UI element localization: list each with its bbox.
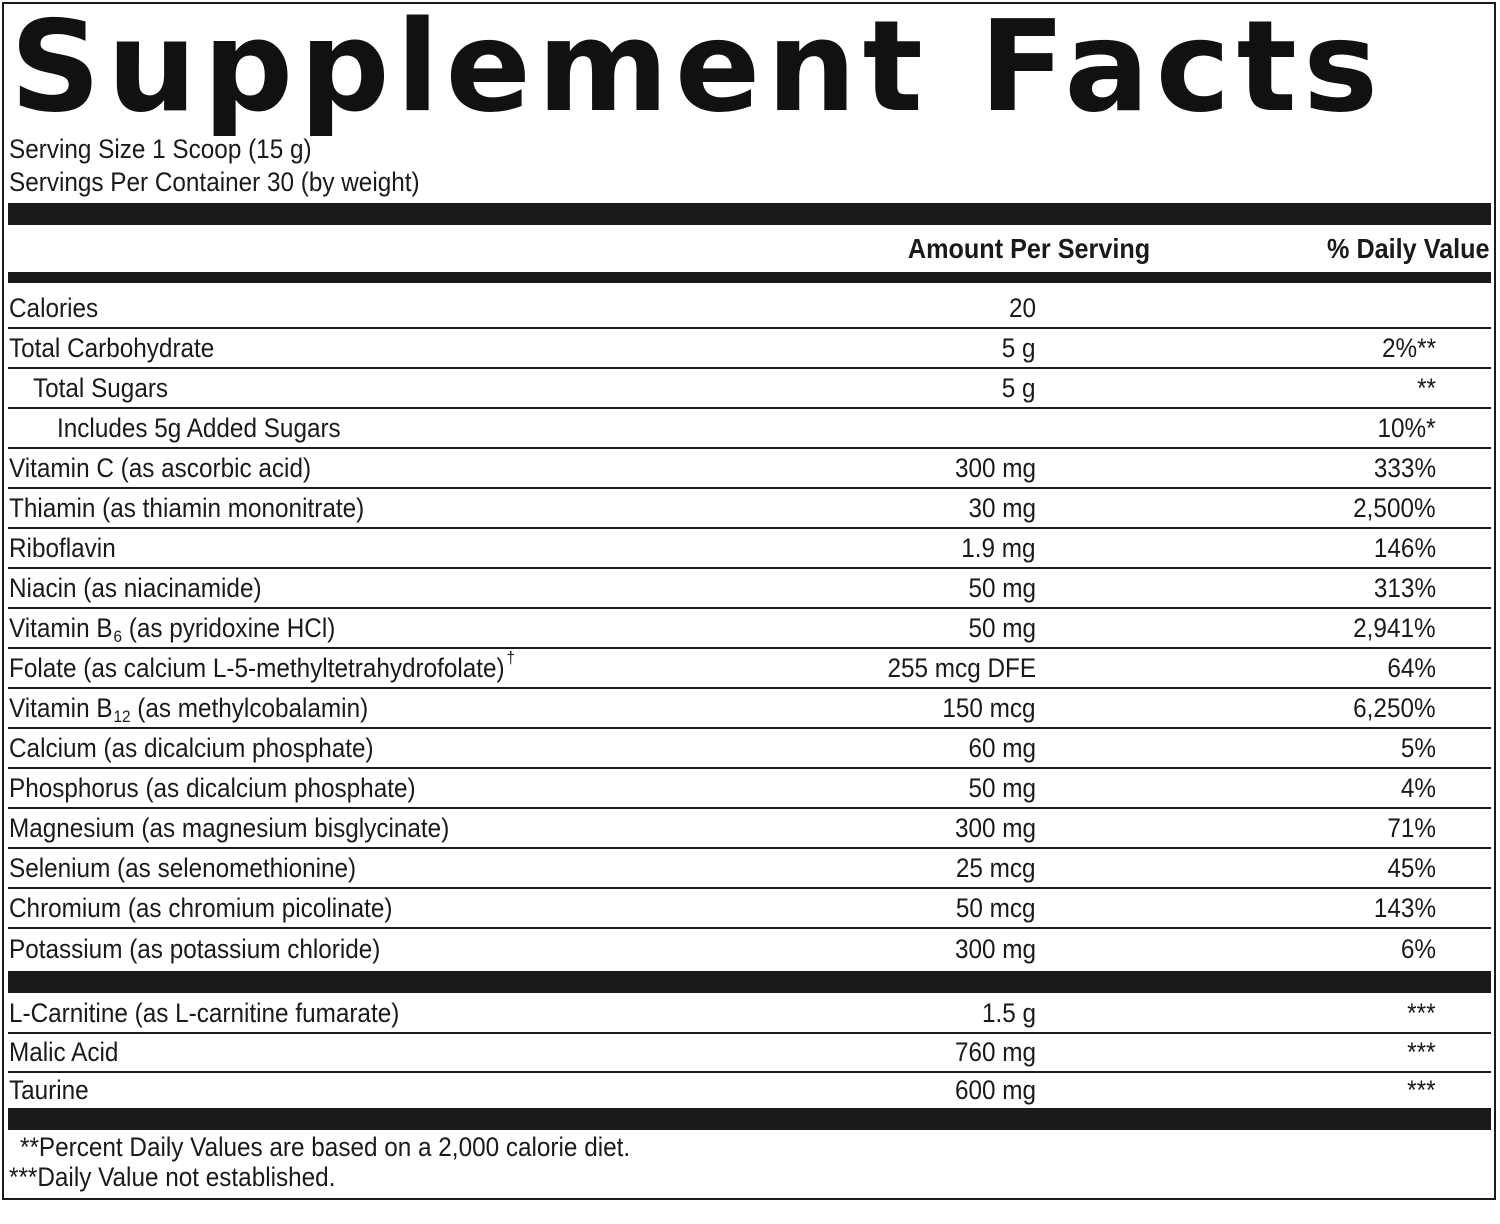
nutrient-row xyxy=(8,329,1491,369)
nutrient-daily-value: 2,500% xyxy=(1353,492,1436,523)
nutrient-daily-value: 71% xyxy=(1387,812,1436,843)
thick-divider-top xyxy=(8,203,1491,225)
nutrient-amount: 255 mcg DFE xyxy=(887,652,1036,683)
nutrient-row xyxy=(8,889,1491,929)
medium-divider xyxy=(8,272,1491,283)
nutrient-amount: 5 g xyxy=(1002,332,1036,363)
serving-size: Serving Size 1 Scoop (15 g) xyxy=(9,134,312,164)
ingredient-daily-value: *** xyxy=(1407,1037,1436,1067)
amount-per-serving-header: Amount Per Serving xyxy=(907,233,1150,264)
nutrient-name: Calories xyxy=(9,292,99,323)
nutrient-name: Magnesium (as magnesium bisglycinate) xyxy=(9,812,450,843)
nutrient-amount: 1.9 mg xyxy=(961,532,1036,563)
nutrient-name: Potassium (as potassium chloride) xyxy=(9,933,381,964)
nutrient-row xyxy=(8,849,1491,889)
nutrient-row xyxy=(8,569,1491,609)
nutrient-amount: 50 mg xyxy=(968,572,1036,603)
nutrient-daily-value: 6% xyxy=(1400,933,1436,964)
nutrient-daily-value: 333% xyxy=(1373,452,1436,483)
nutrient-daily-value: 313% xyxy=(1373,572,1436,603)
nutrient-daily-value: 6,250% xyxy=(1353,692,1436,723)
subscript: 6 xyxy=(113,627,122,646)
nutrient-amount: 25 mcg xyxy=(956,852,1036,883)
ingredient-amount: 760 mg xyxy=(954,1037,1036,1067)
nutrient-daily-value: 143% xyxy=(1373,892,1436,923)
nutrient-amount: 30 mg xyxy=(968,492,1036,523)
nutrient-daily-value: 4% xyxy=(1400,772,1436,803)
footnote-daily-value-basis: **Percent Daily Values are based on a 2,000 calorie diet. xyxy=(20,1132,631,1162)
nutrient-name: Phosphorus (as dicalcium phosphate) xyxy=(9,772,416,803)
nutrient-amount: 60 mg xyxy=(968,732,1036,763)
nutrient-amount: 20 xyxy=(1008,292,1036,323)
nutrient-amount: 50 mcg xyxy=(956,892,1036,923)
servings-per-container: Servings Per Container 30 (by weight) xyxy=(9,167,420,197)
label-title: Supplement Facts xyxy=(10,0,1385,140)
nutrient-name: Thiamin (as thiamin mononitrate) xyxy=(9,492,365,523)
nutrient-row xyxy=(8,769,1491,809)
nutrient-name: Total Sugars xyxy=(33,372,169,403)
nutrient-row xyxy=(8,449,1491,489)
nutrient-row xyxy=(8,409,1491,449)
nutrient-row xyxy=(8,609,1491,649)
nutrient-row xyxy=(8,489,1491,529)
nutrient-daily-value: 2%** xyxy=(1381,332,1436,363)
nutrient-daily-value: 5% xyxy=(1400,732,1436,763)
nutrient-name: Vitamin B 12 (as methylcobalamin) xyxy=(9,692,369,726)
ingredient-row xyxy=(8,1073,1491,1107)
nutrient-row xyxy=(8,929,1491,969)
nutrient-daily-value: 64% xyxy=(1387,652,1436,683)
nutrient-name: Niacin (as niacinamide) xyxy=(9,572,262,603)
ingredient-row xyxy=(8,1034,1491,1073)
nutrient-name: Vitamin C (as ascorbic acid) xyxy=(9,452,312,483)
nutrient-row xyxy=(8,369,1491,409)
thick-divider-middle xyxy=(8,971,1491,993)
nutrient-name: Includes 5g Added Sugars xyxy=(57,412,341,443)
nutrient-name: Total Carbohydrate xyxy=(9,332,215,363)
nutrient-amount: 5 g xyxy=(1002,372,1036,403)
nutrient-amount: 300 mg xyxy=(954,812,1036,843)
nutrient-name: Folate (as calcium L-5-methyltetrahydrofolate) † xyxy=(9,648,515,683)
nutrient-row xyxy=(8,649,1491,689)
ingredient-name: L-Carnitine (as L-carnitine fumarate) xyxy=(9,997,400,1028)
nutrient-amount: 50 mg xyxy=(968,772,1036,803)
thick-divider-bottom xyxy=(8,1108,1491,1130)
ingredient-row xyxy=(8,994,1491,1034)
footnote-dv-not-established: ***Daily Value not established. xyxy=(9,1162,336,1192)
nutrient-daily-value: 2,941% xyxy=(1353,612,1436,643)
nutrient-row xyxy=(8,689,1491,729)
subscript: 12 xyxy=(113,707,131,726)
nutrient-daily-value: ** xyxy=(1417,372,1436,403)
nutrient-amount: 300 mg xyxy=(954,933,1036,964)
dagger-mark: † xyxy=(506,648,515,667)
nutrient-amount: 300 mg xyxy=(954,452,1036,483)
nutrient-name: Riboflavin xyxy=(9,532,116,563)
ingredient-name: Taurine xyxy=(9,1074,89,1105)
ingredient-amount: 600 mg xyxy=(954,1074,1036,1105)
ingredient-name: Malic Acid xyxy=(9,1037,119,1067)
nutrient-amount: 150 mcg xyxy=(942,692,1036,723)
nutrient-daily-value: 10%* xyxy=(1377,412,1436,443)
nutrient-row xyxy=(8,529,1491,569)
nutrient-row xyxy=(8,729,1491,769)
ingredient-daily-value: *** xyxy=(1407,1074,1436,1105)
nutrient-name: Selenium (as selenomethionine) xyxy=(9,852,357,883)
nutrient-daily-value: 45% xyxy=(1387,852,1436,883)
nutrient-row xyxy=(8,289,1491,329)
nutrient-daily-value: 146% xyxy=(1373,532,1436,563)
ingredient-daily-value: *** xyxy=(1407,997,1436,1028)
daily-value-header: % Daily Value xyxy=(1327,233,1490,264)
nutrient-name: Vitamin B 6 (as pyridoxine HCl) xyxy=(9,612,336,646)
nutrient-amount: 50 mg xyxy=(968,612,1036,643)
nutrient-name: Chromium (as chromium picolinate) xyxy=(9,892,393,923)
ingredient-amount: 1.5 g xyxy=(981,997,1036,1028)
nutrient-row xyxy=(8,809,1491,849)
nutrient-name: Calcium (as dicalcium phosphate) xyxy=(9,732,374,763)
